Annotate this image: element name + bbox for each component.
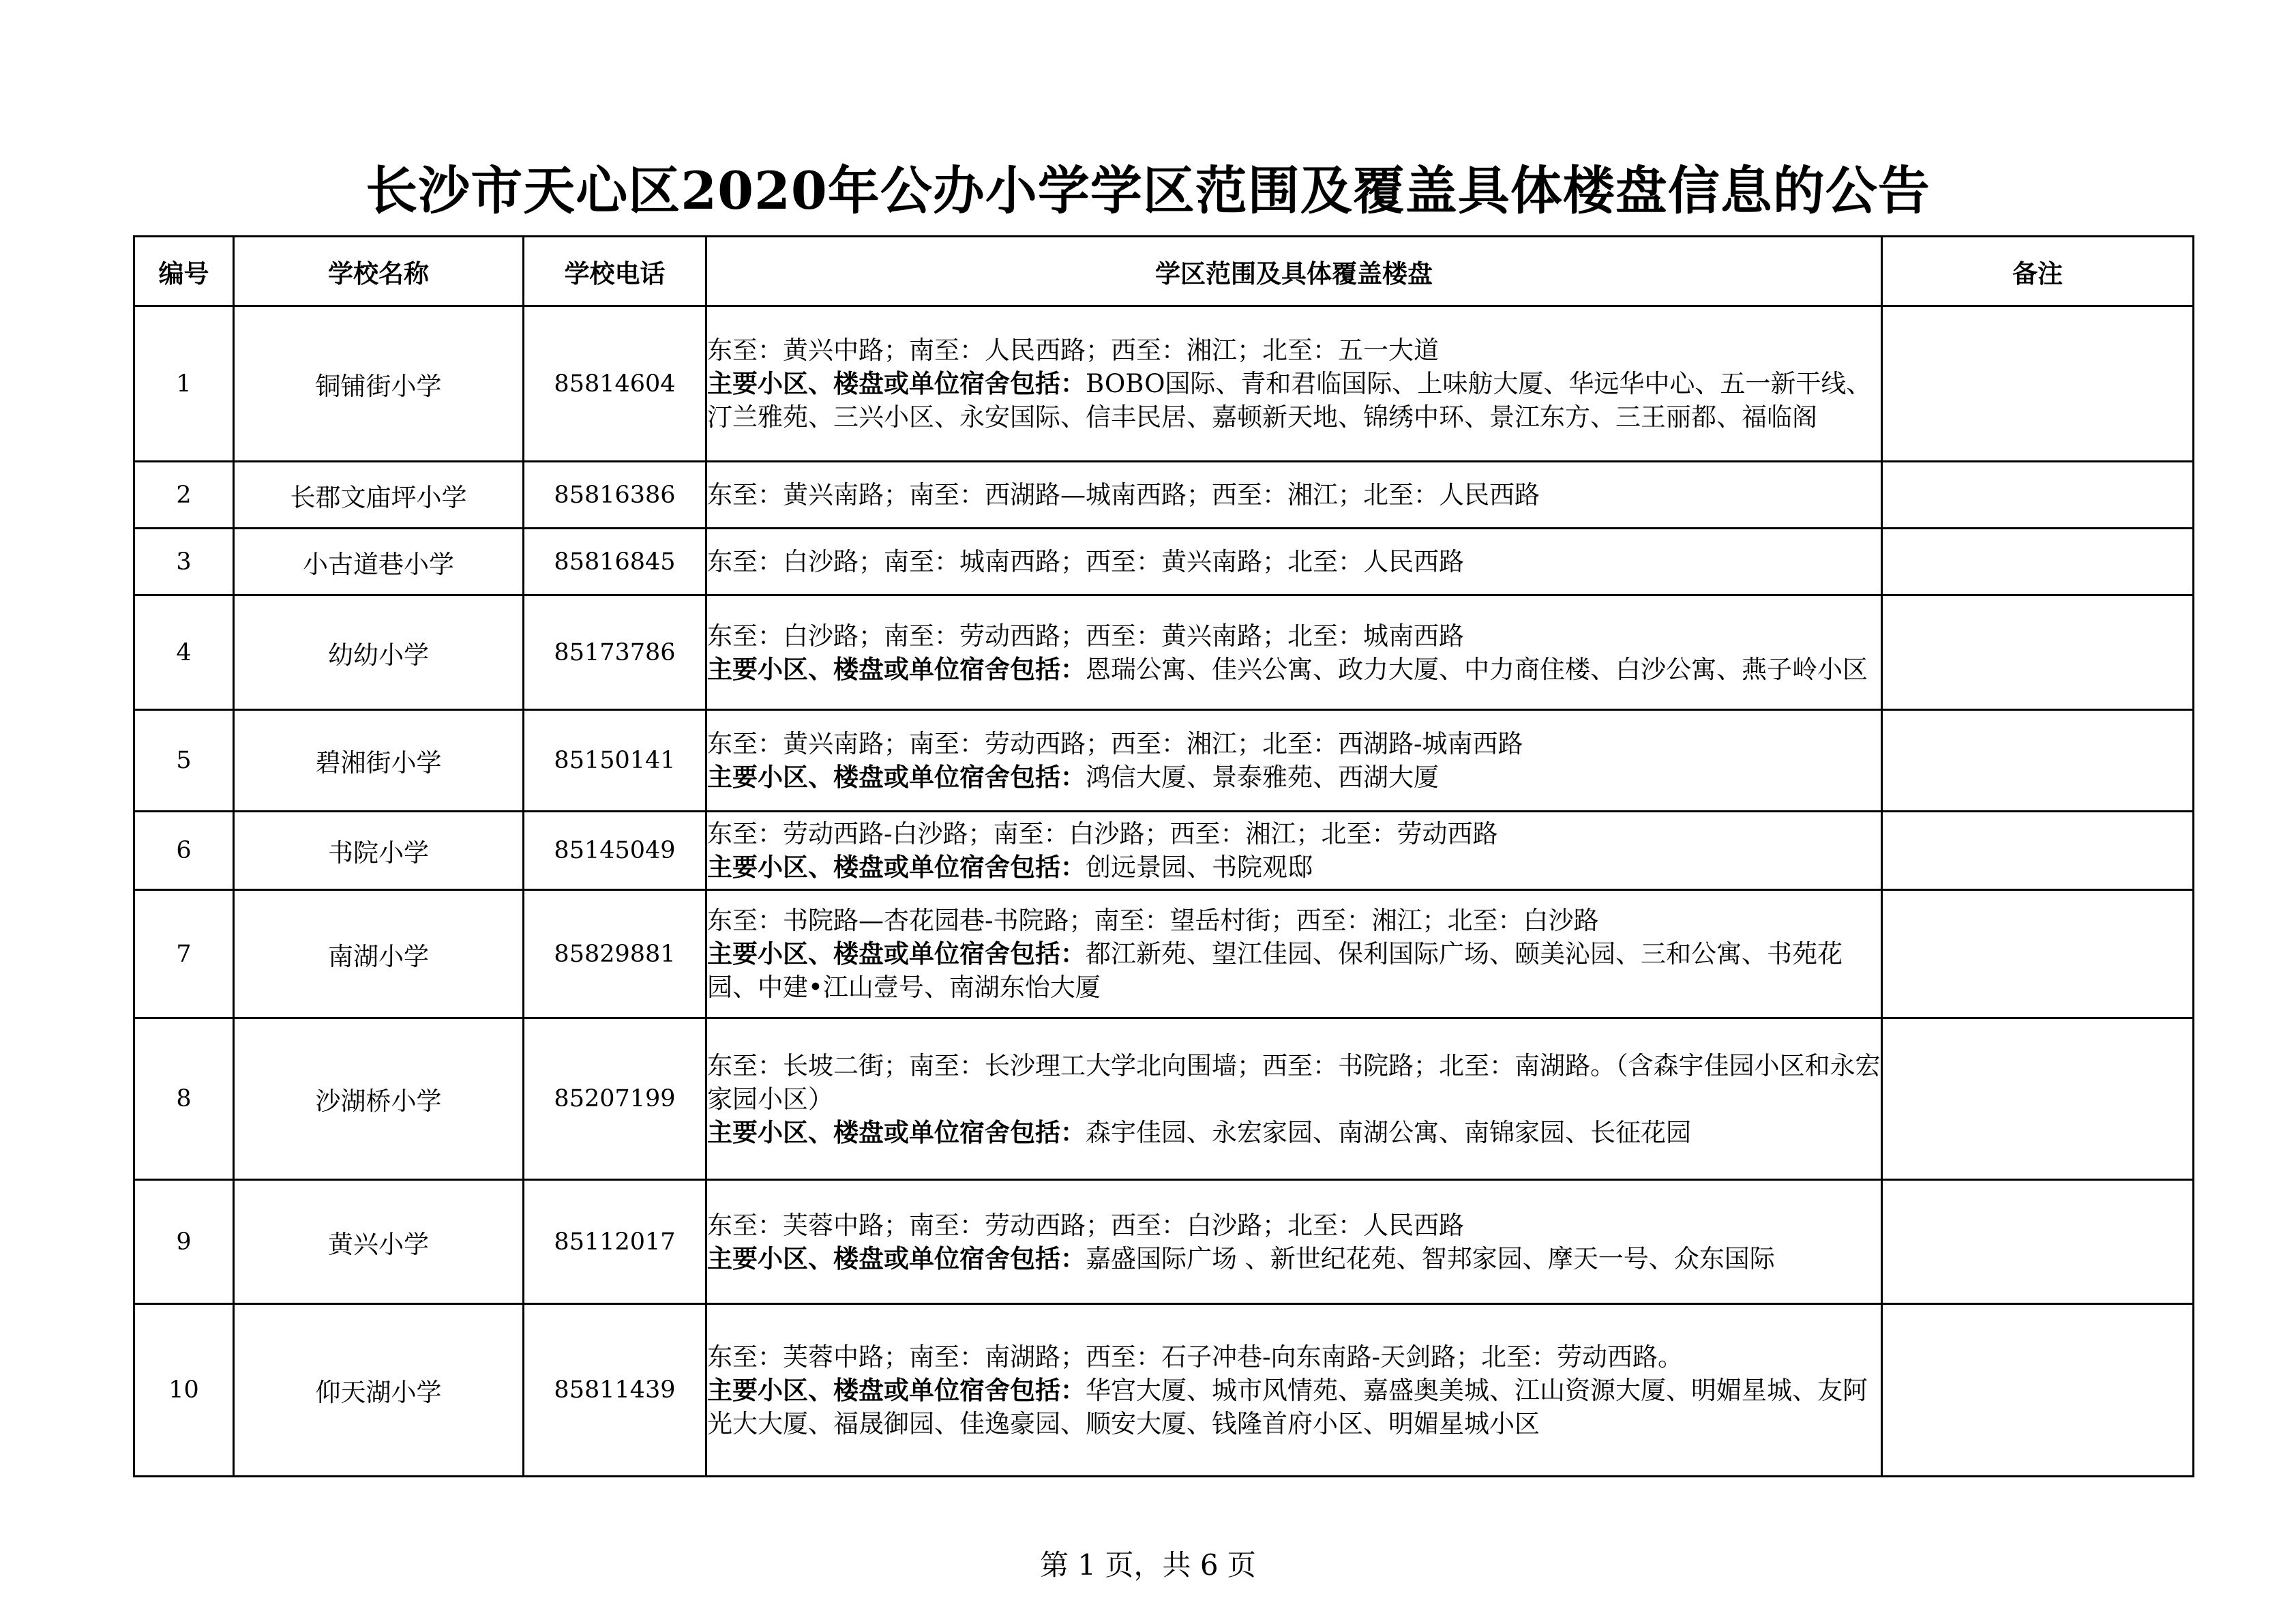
row-number: 5 — [134, 710, 234, 812]
table-header-row — [134, 237, 2194, 306]
school-phone: 85816845 — [524, 529, 706, 595]
school-phone: 85173786 — [524, 595, 706, 710]
remark-cell — [1882, 1018, 2194, 1180]
district-range-cell — [706, 306, 1882, 462]
estates-label: 主要小区、楼盘或单位宿舍包括： — [707, 852, 1086, 882]
estates-list: 嘉盛国际广场 、新世纪花苑、智邦家园、摩天一号、众东国际 — [1086, 1243, 1775, 1273]
row-number: 6 — [134, 812, 234, 890]
school-phone: 85150141 — [524, 710, 706, 812]
row-number: 10 — [134, 1304, 234, 1477]
district-bounds: 东至：白沙路；南至：劳动西路；西至：黄兴南路；北至：城南西路 — [707, 621, 1464, 651]
table-row — [134, 462, 2194, 529]
district-bounds: 东至：黄兴南路；南至：劳动西路；西至：湘江；北至：西湖路-城南西路 — [707, 729, 1523, 758]
school-phone: 85112017 — [524, 1180, 706, 1304]
estates-label: 主要小区、楼盘或单位宿舍包括： — [707, 368, 1086, 398]
page-footer: 第 1 页，共 6 页 — [1040, 1548, 1256, 1582]
estates-label: 主要小区、楼盘或单位宿舍包括： — [707, 762, 1086, 792]
remark-cell — [1882, 462, 2194, 529]
district-bounds: 东至：白沙路；南至：城南西路；西至：黄兴南路；北至：人民西路 — [707, 547, 1464, 576]
district-range-cell — [706, 1018, 1882, 1180]
row-number: 9 — [134, 1180, 234, 1304]
school-name: 南湖小学 — [234, 890, 524, 1018]
table-row — [134, 812, 2194, 890]
table-row — [134, 1180, 2194, 1304]
remark-cell — [1882, 595, 2194, 710]
remark-cell — [1882, 1304, 2194, 1477]
estates-list: 创远景园、书院观邸 — [1086, 853, 1313, 882]
school-phone: 85829881 — [524, 890, 706, 1018]
estates-line — [707, 1374, 1881, 1441]
table-row — [134, 529, 2194, 595]
remark-cell — [1882, 306, 2194, 462]
estates-line — [707, 761, 1881, 794]
estates-line — [707, 851, 1881, 884]
header-district-range: 学区范围及具体覆盖楼盘 — [706, 237, 1882, 306]
header-school-phone: 学校电话 — [524, 237, 706, 306]
header-school-name: 学校名称 — [234, 237, 524, 306]
district-range-cell — [706, 595, 1882, 710]
school-phone: 85207199 — [524, 1018, 706, 1180]
school-district-table — [133, 235, 2194, 1477]
estates-list: 森宇佳园、永宏家园、南湖公寓、南锦家园、长征花园 — [1086, 1117, 1691, 1147]
school-name: 书院小学 — [234, 812, 524, 890]
header-remark: 备注 — [1882, 237, 2194, 306]
row-number: 3 — [134, 529, 234, 595]
school-name: 小古道巷小学 — [234, 529, 524, 595]
table-row — [134, 710, 2194, 812]
row-number: 2 — [134, 462, 234, 529]
remark-cell — [1882, 529, 2194, 595]
school-phone: 85811439 — [524, 1304, 706, 1477]
school-name: 铜铺街小学 — [234, 306, 524, 462]
estates-list: 都江新苑、望江佳园、保利国际广场、颐美沁园、三和公寓、书苑花园、中建•江山壹号、南湖东怡大厦 — [707, 939, 1843, 1002]
row-number: 1 — [134, 306, 234, 462]
estates-list: BOBO国际、青和君临国际、上味舫大厦、华远华中心、五一新干线、汀兰雅苑、三兴小区、永安国际、信丰民居、嘉顿新天地、锦绣中环、景江东方、三王丽都、福临阁 — [707, 369, 1872, 432]
school-name: 长郡文庙坪小学 — [234, 462, 524, 529]
remark-cell — [1882, 1180, 2194, 1304]
remark-cell — [1882, 890, 2194, 1018]
table-row — [134, 1304, 2194, 1477]
district-bounds: 东至：书院路—杏花园巷-书院路；南至：望岳村街；西至：湘江；北至：白沙路 — [707, 906, 1599, 935]
school-name: 碧湘街小学 — [234, 710, 524, 812]
document-title: 长沙市天心区2020年公办小学学区范围及覆盖具体楼盘信息的公告 — [366, 160, 1930, 221]
estates-label: 主要小区、楼盘或单位宿舍包括： — [707, 653, 1086, 684]
district-bounds: 东至：黄兴中路；南至：人民西路；西至：湘江；北至：五一大道 — [707, 336, 1439, 365]
school-phone: 85145049 — [524, 812, 706, 890]
estates-line — [707, 653, 1881, 686]
remark-cell — [1882, 710, 2194, 812]
district-bounds: 东至：黄兴南路；南至：西湖路—城南西路；西至：湘江；北至：人民西路 — [707, 480, 1540, 510]
estates-line — [707, 367, 1881, 434]
table-row — [134, 890, 2194, 1018]
row-number: 8 — [134, 1018, 234, 1180]
district-range-cell — [706, 890, 1882, 1018]
row-number: 4 — [134, 595, 234, 710]
estates-label: 主要小区、楼盘或单位宿舍包括： — [707, 1243, 1086, 1273]
estates-line — [707, 1116, 1881, 1149]
estates-list: 华宫大厦、城市风情苑、嘉盛奥美城、江山资源大厦、明媚星城、友阿光大大厦、福晟御园、佳逸豪园、顺安大厦、钱隆首府小区、明媚星城小区 — [707, 1375, 1868, 1438]
table-row — [134, 1018, 2194, 1180]
estates-label: 主要小区、楼盘或单位宿舍包括： — [707, 939, 1086, 969]
row-number: 7 — [134, 890, 234, 1018]
school-phone: 85816386 — [524, 462, 706, 529]
table-row — [134, 595, 2194, 710]
district-bounds: 东至：长坡二街；南至：长沙理工大学北向围墙；西至：书院路；北至：南湖路。（含森宇佳园小区和永宏家园小区） — [707, 1050, 1881, 1114]
district-bounds: 东至：芙蓉中路；南至：劳动西路；西至：白沙路；北至：人民西路 — [707, 1210, 1464, 1240]
district-range-cell — [706, 812, 1882, 890]
school-phone: 85814604 — [524, 306, 706, 462]
school-name: 仰天湖小学 — [234, 1304, 524, 1477]
header-no: 编号 — [134, 237, 234, 306]
estates-line — [707, 937, 1881, 1004]
district-range-cell — [706, 462, 1882, 529]
district-range-cell — [706, 1304, 1882, 1477]
table-row — [134, 306, 2194, 462]
estates-label: 主要小区、楼盘或单位宿舍包括： — [707, 1117, 1086, 1147]
district-bounds: 东至：芙蓉中路；南至：南湖路；西至：石子冲巷-向东南路-天剑路；北至：劳动西路。 — [707, 1342, 1684, 1372]
district-range-cell — [706, 710, 1882, 812]
school-name: 幼幼小学 — [234, 595, 524, 710]
estates-list: 鸿信大厦、景泰雅苑、西湖大厦 — [1086, 763, 1439, 792]
school-name: 沙湖桥小学 — [234, 1018, 524, 1180]
district-range-cell — [706, 529, 1882, 595]
district-bounds: 东至：劳动西路-白沙路；南至：白沙路；西至：湘江；北至：劳动西路 — [707, 819, 1498, 848]
estates-list: 恩瑞公寓、佳兴公寓、政力大厦、中力商住楼、白沙公寓、燕子岭小区 — [1086, 654, 1868, 684]
estates-label: 主要小区、楼盘或单位宿舍包括： — [707, 1374, 1086, 1405]
estates-line — [707, 1242, 1881, 1275]
school-name: 黄兴小学 — [234, 1180, 524, 1304]
district-range-cell — [706, 1180, 1882, 1304]
remark-cell — [1882, 812, 2194, 890]
